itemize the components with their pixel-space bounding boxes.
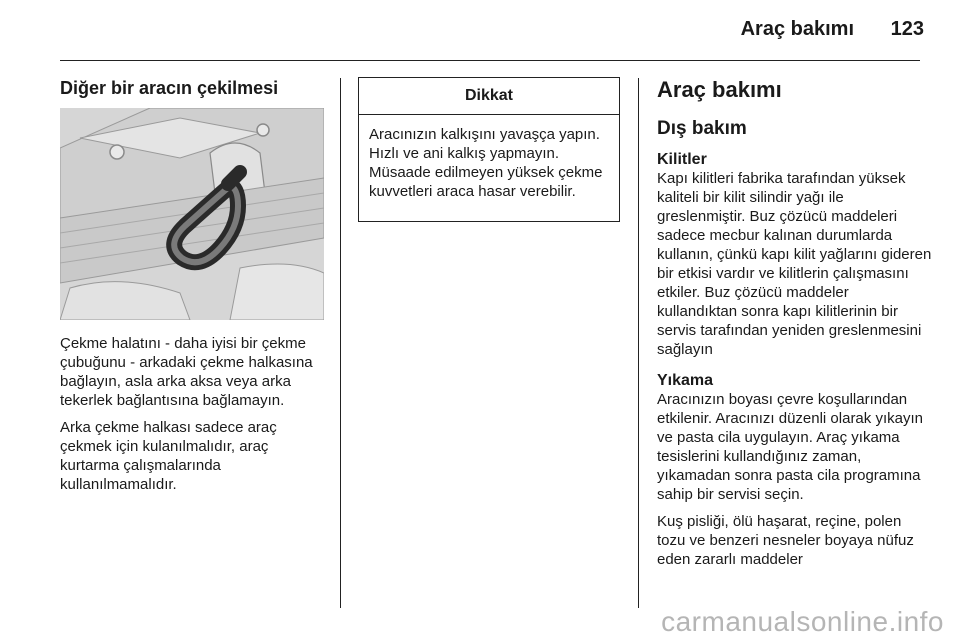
- washing-paragraph: Aracınızın boyası çevre koşullarından etkilenir. Aracınızı düzenli olarak yıkayın ve pasta cila uygulayın. Araç yıkama tesislerini kullandığınız zaman, yıkamadan sonra pasta cila programına sahip bir servisi seçin.: [657, 391, 923, 503]
- page-number: 123: [890, 18, 924, 40]
- column-divider-left: [340, 78, 341, 608]
- running-header-title: Araç bakımı: [740, 18, 854, 40]
- column-divider-right: [638, 78, 639, 608]
- exterior-care-heading: Dış bakım: [657, 118, 747, 139]
- towing-paragraph: Çekme halatını - daha iyisi bir çekme çubuğunu - arkadaki çekme halkasına bağlayın, asla arka aksa veya arka tekerlek bağlantısına bağlamayın.: [60, 335, 313, 409]
- watermark: carmanualsonline.info: [661, 606, 944, 637]
- towing-eye-illustration: [60, 108, 324, 320]
- locks-heading: Kilitler: [657, 151, 707, 168]
- header-rule: [60, 60, 920, 61]
- vehicle-care-column: [657, 76, 932, 569]
- towing-text: [60, 334, 330, 502]
- caution-text: Aracınızın kalkışını yavaşça yapın. Hızlı ve ani kalkış yapmayın. Müsaade edilmeyen yüksek çekme kuvvetleri araca hasar verebilir.: [369, 126, 603, 200]
- chapter-heading: Araç bakımı: [657, 77, 782, 102]
- towing-paragraph: Arka çekme halkası sadece araç çekmek için kulanılmalıdır, araç kurtarma çalışmalarında kullanılmamalıdır.: [60, 419, 277, 493]
- caution-title: Dikkat: [359, 78, 619, 115]
- towing-eye-drawing: [60, 108, 324, 320]
- towing-section-heading: Diğer bir aracın çekilmesi: [60, 78, 279, 98]
- locks-paragraph: Kapı kilitleri fabrika tarafından yüksek kaliteli bir kilit silindir yağı ile greslenmiştir. Buz çözücü maddeleri sadece mecbur kalınan durumlarda kullanın, çünkü kapı kilit yağlarını gideren bir etkisi vardır ve kilitlerin çalışmasını etkiler. Buz çözücü maddeler kullandıktan sonra kapı kilitlerinin bir servis tarafından yeniden greslenmesini sağlayın: [657, 170, 932, 358]
- washing-heading: Yıkama: [657, 372, 714, 389]
- washing-paragraph: Kuş pisliği, ölü haşarat, reçine, polen tozu ve benzeri nesneler boyaya nüfuz eden zararlı maddeler: [657, 513, 914, 568]
- caution-box: [358, 77, 620, 222]
